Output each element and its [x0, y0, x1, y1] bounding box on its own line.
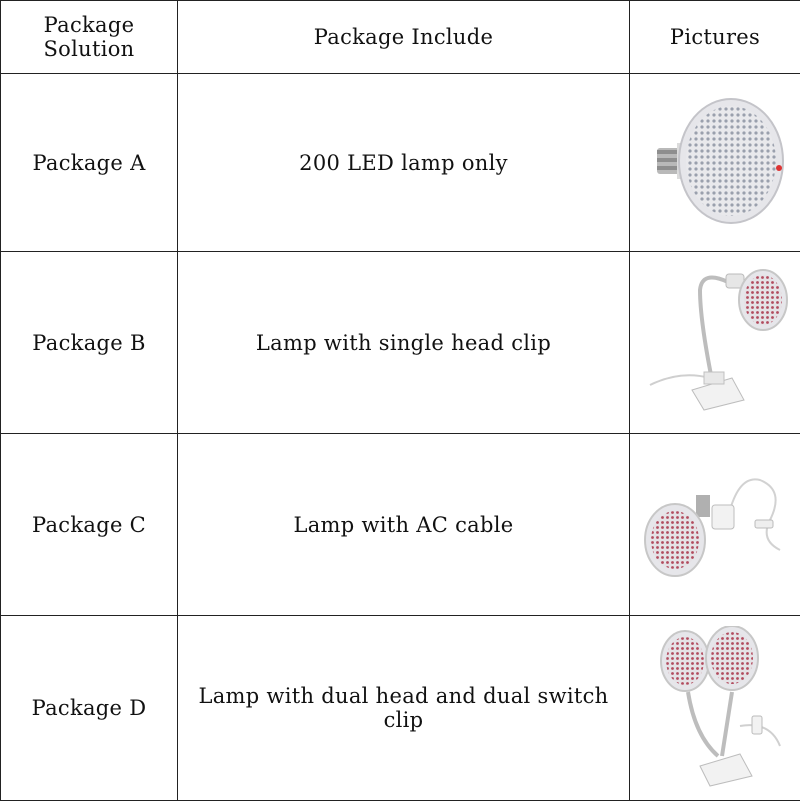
header-package-solution: Package Solution [1, 1, 178, 74]
package-solution-cell: Package C [1, 434, 178, 616]
picture-cell [630, 252, 800, 434]
package-solution-cell: Package A [1, 74, 178, 252]
package-solution-cell: Package B [1, 252, 178, 434]
package-include-cell: Lamp with dual head and dual switch clip [178, 616, 630, 801]
dual-head-clip-lamp-icon [640, 626, 790, 791]
picture-cell [630, 616, 800, 801]
single-head-clip-lamp-icon [640, 260, 790, 425]
table-row [1, 616, 800, 801]
table-row [1, 252, 800, 434]
table-header-row [1, 1, 800, 74]
picture-cell [630, 74, 800, 252]
package-include-cell: Lamp with AC cable [178, 434, 630, 616]
lamp-ac-cable-icon [640, 450, 790, 600]
table-row [1, 74, 800, 252]
led-bulb-icon [645, 88, 785, 238]
table-row [1, 434, 800, 616]
header-package-include: Package Include [178, 1, 630, 74]
package-include-cell: 200 LED lamp only [178, 74, 630, 252]
picture-cell [630, 434, 800, 616]
package-solution-cell: Package D [1, 616, 178, 801]
header-pictures: Pictures [630, 1, 800, 74]
package-include-cell: Lamp with single head clip [178, 252, 630, 434]
